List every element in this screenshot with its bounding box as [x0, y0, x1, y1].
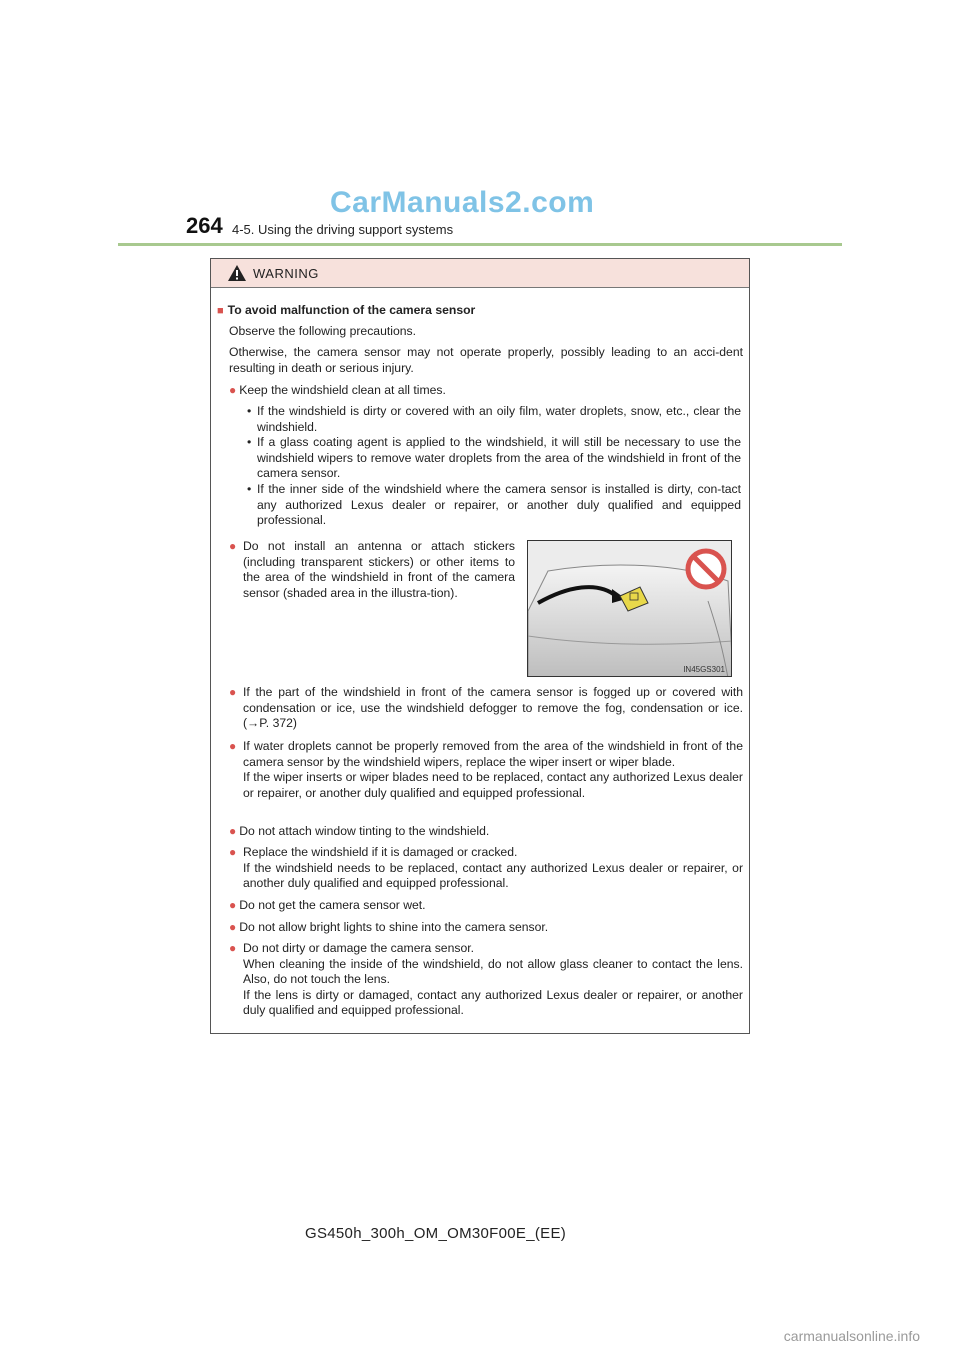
windshield-camera-illustration [527, 540, 732, 677]
bullet-dot-icon: ● [229, 920, 237, 934]
bullet-dot-icon: ● [229, 824, 237, 838]
bullet-dot-icon: ● [229, 685, 237, 699]
watermark-top: CarManuals2.com [330, 186, 595, 219]
bullet-dot-icon: ● [229, 941, 237, 955]
bullet-dot-icon: ● [229, 898, 237, 912]
header-rule [118, 243, 842, 246]
list-item: ● Replace the windshield if it is damaged or cracked. If the windshield needs to be replaced, contact any authorized Lexus dealer or repairer, or another duly qualified and equipped professional. [229, 845, 743, 891]
page-number: 264 [186, 213, 223, 238]
footer-code: GS450h_300h_OM_OM30F00E_(EE) [305, 1225, 567, 1242]
intro-text-1: Observe the following precautions. [229, 324, 416, 338]
watermark-bottom: carmanualsonline.info [783, 1328, 920, 1344]
warning-header [211, 259, 749, 288]
list-item: ● Do not attach window tinting to the windshield. [229, 824, 490, 838]
bullet-dot-icon: ● [229, 539, 237, 553]
warning-heading: ■ To avoid malfunction of the camera sensor [217, 303, 476, 317]
bullet-dot-icon: ● [229, 383, 237, 397]
sub-item: • If a glass coating agent is applied to the windshield, it will still be necessary to use the windshield wipers to remove water droplets from the area of the windshield in front of the camera sensor. [247, 435, 741, 481]
bullet-dot-icon: ● [229, 739, 237, 753]
list-item: ● If water droplets cannot be properly removed from the area of the windshield in front of the camera sensor by the windshield wipers, replace the wiper insert or wiper blade. If the wiper inserts or wiper blades need to be replaced, contact any authorized Lexus dealer or repairer, or another duly qualified and equipped professional. [229, 739, 743, 800]
warning-triangle-icon [227, 264, 247, 282]
sub-item: • If the inner side of the windshield where the camera sensor is installed is dirty, con-tact any authorized Lexus dealer or repairer, or another duly qualified and equipped professional. [247, 482, 741, 528]
warning-label: WARNING [253, 265, 319, 281]
sub-item: • If the windshield is dirty or covered with an oily film, water droplets, snow, etc., clear the windshield. [247, 404, 741, 434]
list-item: ● Do not dirty or damage the camera sensor. When cleaning the inside of the windshield, do not allow glass cleaner to contact the lens. Also, do not touch the lens. If the lens is dirty or damaged, contact any authorized Lexus dealer or repairer, or another duly qualified and equipped professional. [229, 941, 743, 1018]
square-bullet-icon: ■ [217, 305, 224, 317]
list-item: ● Keep the windshield clean at all times. [229, 383, 446, 397]
bullet-dot-icon: ● [229, 845, 237, 859]
list-item: ● Do not allow bright lights to shine into the camera sensor. [229, 920, 549, 934]
section-title: 4-5. Using the driving support systems [232, 222, 454, 237]
list-item: ● Do not get the camera sensor wet. [229, 898, 426, 912]
list-item: ● Do not install an antenna or attach stickers (including transparent stickers) or other items to the area of the windshield in front of the camera sensor (shaded area in the illustra-tion). [229, 539, 515, 600]
intro-text-2: Otherwise, the camera sensor may not operate properly, possibly leading to an acci-dent resulting in death or serious injury. [229, 345, 743, 375]
figure-code: IN45GS301 [683, 665, 725, 674]
windshield-illustration-svg [528, 541, 732, 677]
list-item: ● If the part of the windshield in front of the camera sensor is fogged up or covered with condensation or ice, use the windshield defogger to remove the fog, condensation or ice. (→P. 372) [229, 685, 743, 731]
warning-box [210, 258, 750, 1034]
